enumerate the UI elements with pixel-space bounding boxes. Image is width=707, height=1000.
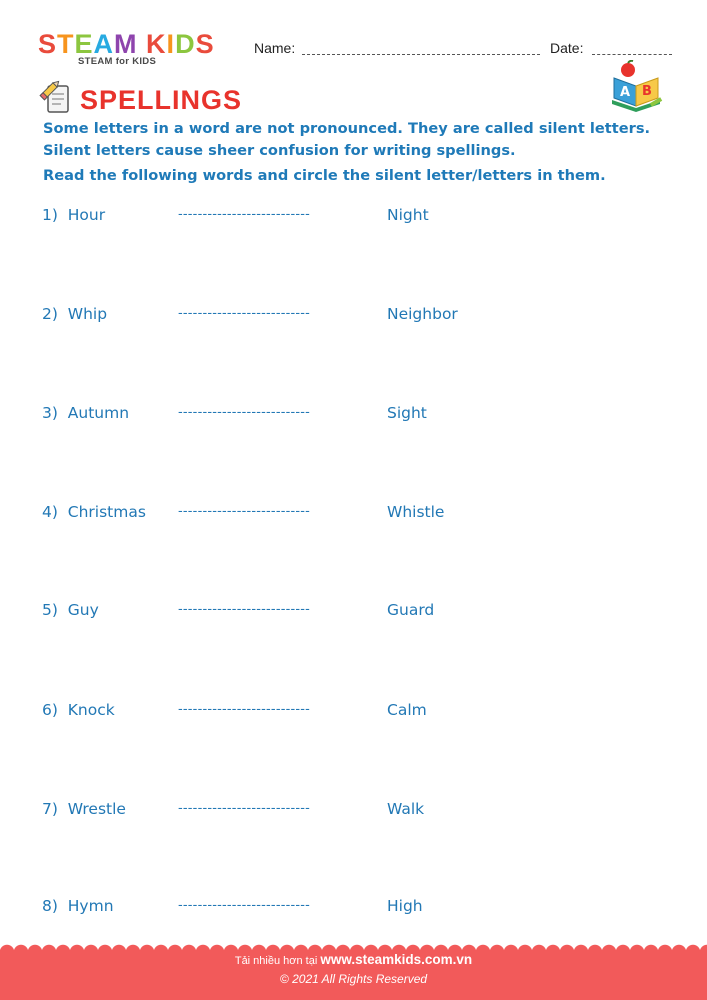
logo-letter: A: [93, 29, 115, 59]
answer-dashes: ---------------------------: [178, 702, 311, 717]
logo-letter: M: [114, 29, 138, 59]
word-right: Night: [387, 206, 429, 224]
word-right: Guard: [387, 601, 435, 619]
word-left: 2) Whip: [42, 305, 108, 323]
svg-text:B: B: [642, 84, 652, 99]
logo-tagline: STEAM for KIDS: [78, 56, 157, 67]
answer-dashes: ---------------------------: [178, 898, 311, 913]
answer-dashes: ---------------------------: [178, 207, 311, 222]
logo-letter: K: [146, 29, 167, 59]
page-title: SPELLINGS: [80, 85, 243, 115]
answer-dashes: ---------------------------: [178, 405, 311, 420]
answer-dashes: ---------------------------: [178, 306, 311, 321]
footer-copyright: © 2021 All Rights Reserved: [279, 972, 428, 986]
footer-website-line: [0, 952, 707, 967]
word-right: Neighbor: [387, 305, 458, 323]
word-left: 4) Christmas: [42, 503, 146, 521]
word-right: Walk: [387, 800, 425, 818]
date-field[interactable]: [592, 54, 672, 55]
logo-letter: I: [166, 29, 176, 59]
logo-letter: S: [38, 29, 58, 59]
word-left: 8) Hymn: [42, 897, 114, 915]
instruction-text: Some letters in a word are not pronounced. They are called silent letters. Silent letters cause sheer confusion for writing spellings.: [43, 120, 651, 159]
word-left: 5) Guy: [42, 601, 99, 619]
abc-book-icon: [606, 60, 666, 114]
word-left: 3) Autumn: [42, 404, 130, 422]
logo-letter: T: [57, 29, 75, 59]
word-left: 1) Hour: [42, 206, 106, 224]
word-left: 7) Wrestle: [42, 800, 126, 818]
word-right: High: [387, 897, 423, 915]
word-right: Calm: [387, 701, 427, 719]
date-label: Date:: [550, 40, 584, 56]
word-right: Sight: [387, 404, 427, 422]
logo-letter: E: [74, 29, 94, 59]
answer-dashes: ---------------------------: [178, 602, 311, 617]
name-label: Name:: [254, 40, 296, 56]
name-field[interactable]: [302, 54, 540, 55]
footer-site-link[interactable]: www.steamkids.com.vn: [320, 952, 473, 967]
logo-letter: S: [195, 29, 215, 59]
footer-prefix: Tải nhiều hơn tại: [234, 955, 318, 967]
logo-letter: D: [175, 29, 196, 59]
instruction-task: Read the following words and circle the silent letter/letters in them.: [43, 167, 606, 184]
answer-dashes: ---------------------------: [178, 504, 311, 519]
word-right: Whistle: [387, 503, 445, 521]
pencil-paper-icon: [38, 80, 74, 116]
answer-dashes: ---------------------------: [178, 801, 311, 816]
svg-text:A: A: [620, 85, 631, 100]
word-left: 6) Knock: [42, 701, 115, 719]
